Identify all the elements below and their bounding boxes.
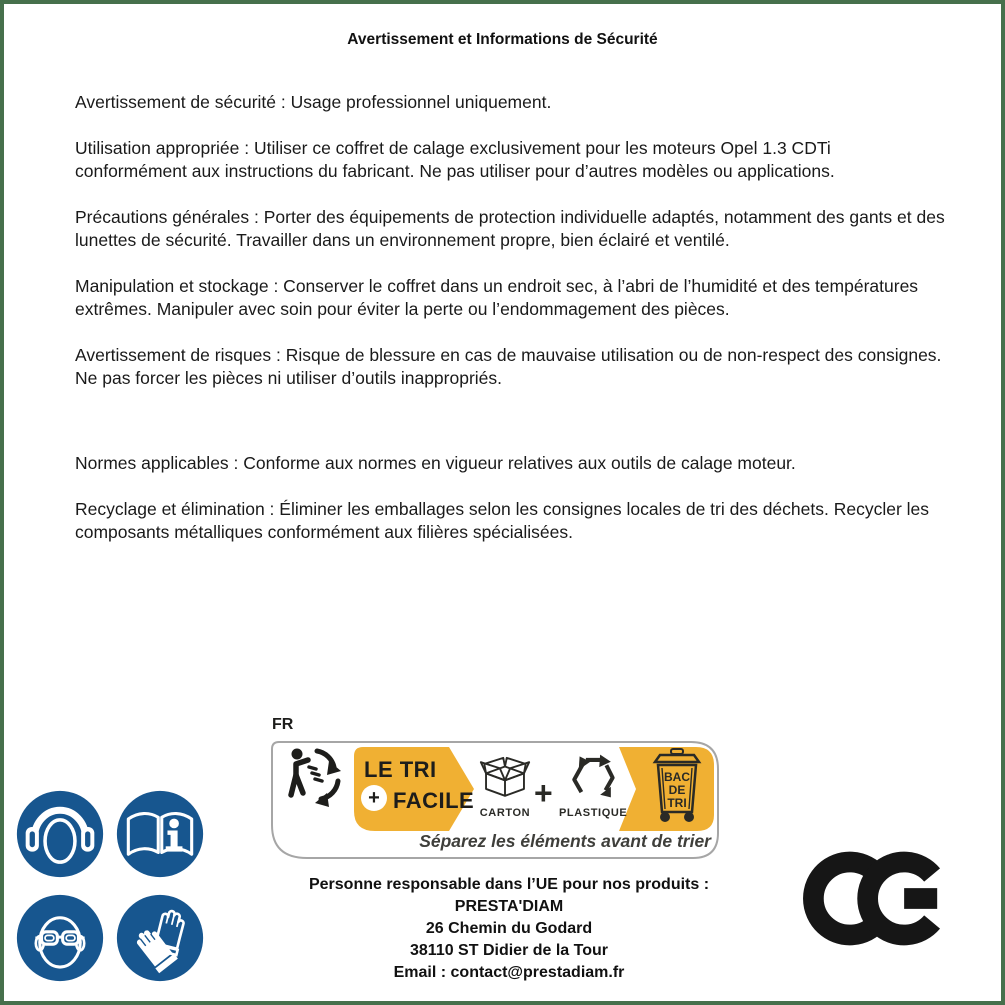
safety-paragraph: Précautions générales : Porter des équipements de protection individuelle adaptés, notamment des gants et des lunettes de sécurité. Travailler dans un environnement propre, bien éclairé et ventilé.: [75, 207, 945, 250]
responsible-person-block: [259, 874, 759, 984]
materials-plus-separator: +: [534, 775, 553, 811]
responsible-company: PRESTA'DIAM: [454, 898, 564, 915]
safety-paragraph: Manipulation et stockage : Conserver le coffret dans un endroit sec, à l’abri de l’humidité et des températures extrêmes. Manipuler avec soin pour éviter la perte ou l’endommagement des pièces.: [75, 276, 919, 319]
safety-paragraph: Utilisation appropriée : Utiliser ce coffret de calage exclusivement pour les moteurs Opel 1.3 CDTi conformément aux instructions du fabricant. Ne pas utiliser pour d’autres modèles ou applications.: [75, 138, 835, 181]
document-title: Avertissement et Informations de Sécurité: [347, 31, 658, 48]
material-label-plastique: PLASTIQUE: [559, 807, 628, 819]
sorting-tagline: Séparez les éléments avant de trier: [419, 831, 711, 851]
material-plastique: [559, 751, 627, 819]
ear-protection-icon: [16, 790, 104, 878]
label-headline-line2: FACILE: [393, 788, 475, 813]
material-label-carton: CARTON: [479, 807, 531, 819]
safety-text-block: [4, 91, 1001, 544]
responsible-email: Email : contact@prestadiam.fr: [393, 964, 625, 981]
bin-text-line2: DE: [668, 783, 686, 797]
plus-circle-icon: +: [361, 785, 387, 811]
mandatory-safety-icons: [16, 790, 204, 982]
safety-paragraph: Avertissement de risques : Risque de blessure en cas de mauvaise utilisation ou de non-respect des consignes. Ne pas forcer les pièces ni utiliser d’outils inappropriés.: [75, 345, 942, 388]
triman-icon: [281, 745, 345, 813]
country-code-label: FR: [272, 716, 294, 733]
material-carton: [471, 751, 539, 819]
carton-box-icon: [474, 751, 536, 801]
safety-paragraph: Avertissement de sécurité : Usage professionnel uniquement.: [75, 92, 552, 112]
safety-paragraph: Normes applicables : Conforme aux normes en vigueur relatives aux outils de calage moteur.: [75, 453, 796, 473]
eye-protection-icon: [16, 894, 104, 982]
protective-gloves-icon: [116, 894, 204, 982]
plastic-recycling-icon: [564, 751, 622, 801]
safety-paragraph: Recyclage et élimination : Éliminer les emballages selon les consignes locales de tri des déchets. Recycler les composants métalliques conformément aux filières spécialisées.: [75, 499, 930, 542]
bin-text-line3: TRI: [667, 796, 687, 810]
responsible-street: 26 Chemin du Godard: [425, 920, 593, 937]
responsible-line: Personne responsable dans l’UE pour nos produits :: [308, 876, 710, 893]
ce-marking-icon: [803, 849, 951, 948]
responsible-city: 38110 ST Didier de la Tour: [410, 942, 608, 959]
label-headline-line1: LE TRI: [364, 757, 437, 782]
bin-text-line1: BAC: [664, 770, 690, 784]
instruction-manual-icon: [116, 790, 204, 878]
recycling-sorting-label: [271, 741, 719, 859]
sorting-bin-icon: [651, 748, 703, 828]
